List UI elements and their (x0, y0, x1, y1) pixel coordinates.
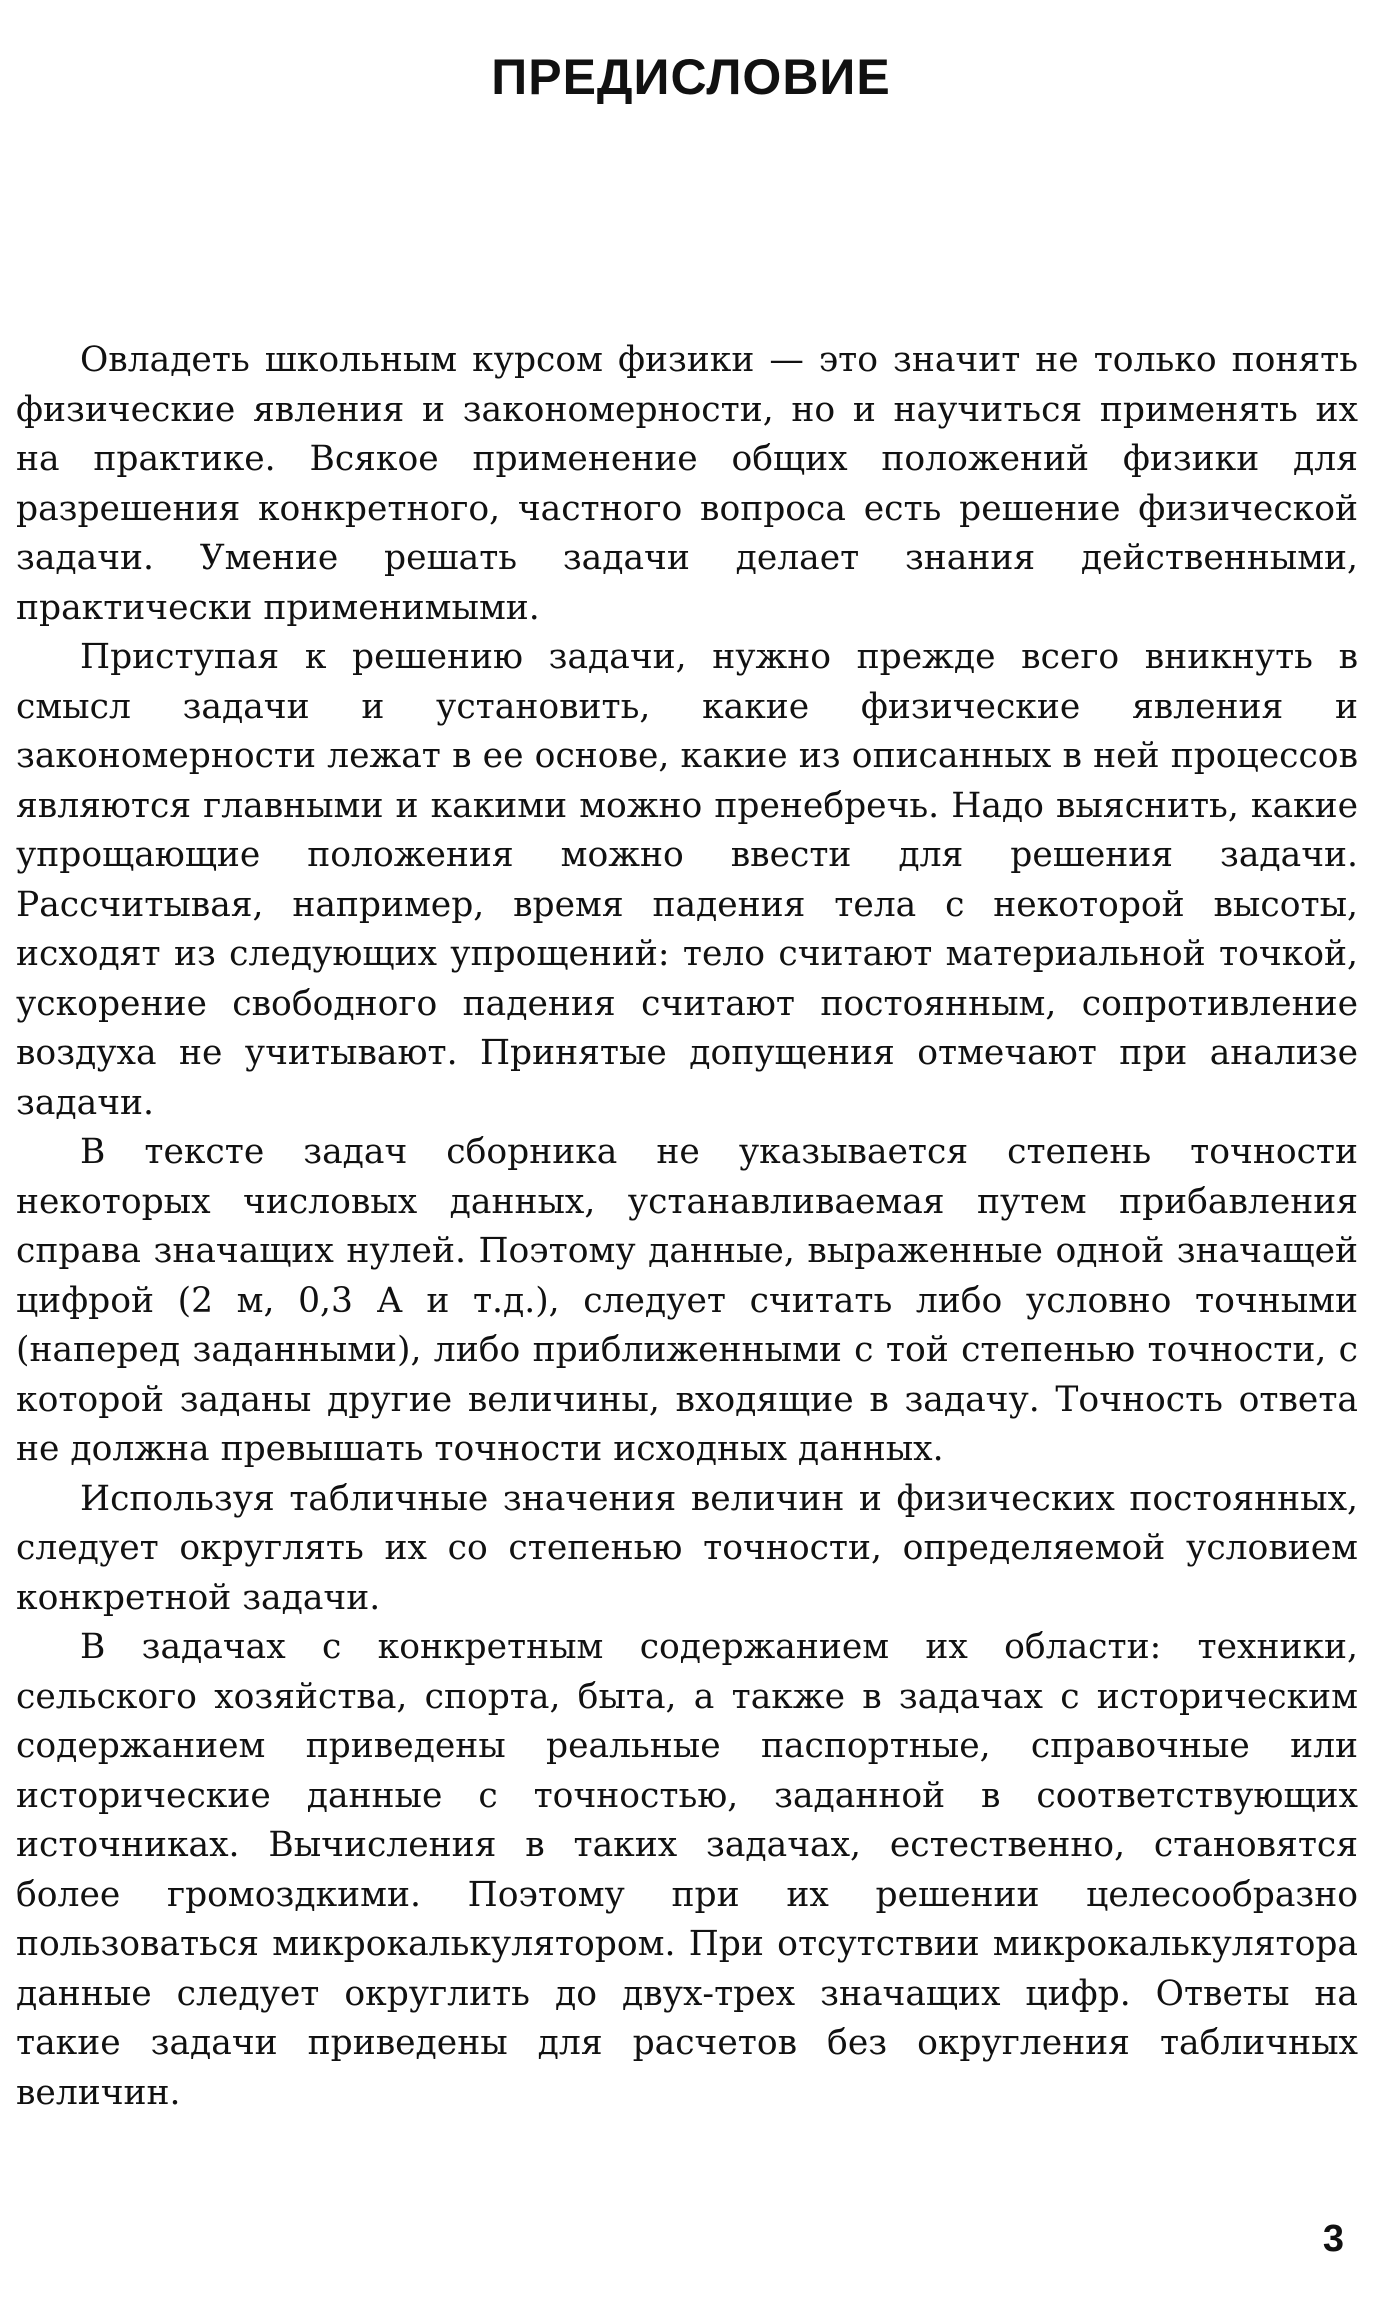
paragraph-5: В задачах с конкретным содержанием их области: техники, сельского хозяйства, спорта, быта, а также в задачах с историческим содержанием приведены реальные паспортные, справочные или исторические данные с точностью, заданной в соответствующих источниках. Вычисления в таких задачах, естественно, становятся более громоздкими. Поэтому при их решении целесообразно пользоваться микрокалькулятором. При отсутствии микрокалькулятора данные следует округлить до двух-трех значащих цифр. Ответы на такие задачи приведены для расчетов без округления табличных величин. (16, 1627, 1358, 2113)
paragraph-2: Приступая к решению задачи, нужно прежде всего вникнуть в смысл задачи и установить, какие физические явления и закономерности лежат в ее основе, какие из описанных в ней процессов являются главными и какими можно пренебречь. Надо выяснить, какие упрощающие положения можно ввести для решения задачи. Рассчитывая, например, время падения тела с некоторой высоты, исходят из следующих упрощений: тело считают материальной точкой, ускорение свободного падения считают постоянным, сопротивление воздуха не учитывают. Принятые допущения отмечают при анализе задачи. (16, 637, 1358, 1123)
preface-body (16, 336, 1358, 2118)
page-number: 3 (1322, 2218, 1344, 2260)
page-title: ПРЕДИСЛОВИЕ (491, 49, 891, 105)
paragraph-4: Используя табличные значения величин и физических постоянных, следует округлять их со степенью точности, определяемой условием конкретной задачи. (16, 1478, 1358, 1618)
paragraph-1: Овладеть школьным курсом физики — это значит не только понять физические явления и закономерности, но и научиться применять их на практике. Всякое применение общих положений физики для разрешения конкретного, частного вопроса есть решение физической задачи. Умение решать задачи делает знания действенными, практически применимыми. (16, 340, 1358, 628)
paragraph-3: В тексте задач сборника не указывается степень точности некоторых числовых данных, устанавливаемая путем прибавления справа значащих нулей. Поэтому данные, выраженные одной значащей цифрой (2 м, 0,3 А и т.д.), следует считать либо условно точными (наперед заданными), либо приближенными с той степенью точности, с которой заданы другие величины, входящие в задачу. Точность ответа не должна превышать точности исходных данных. (16, 1132, 1358, 1469)
